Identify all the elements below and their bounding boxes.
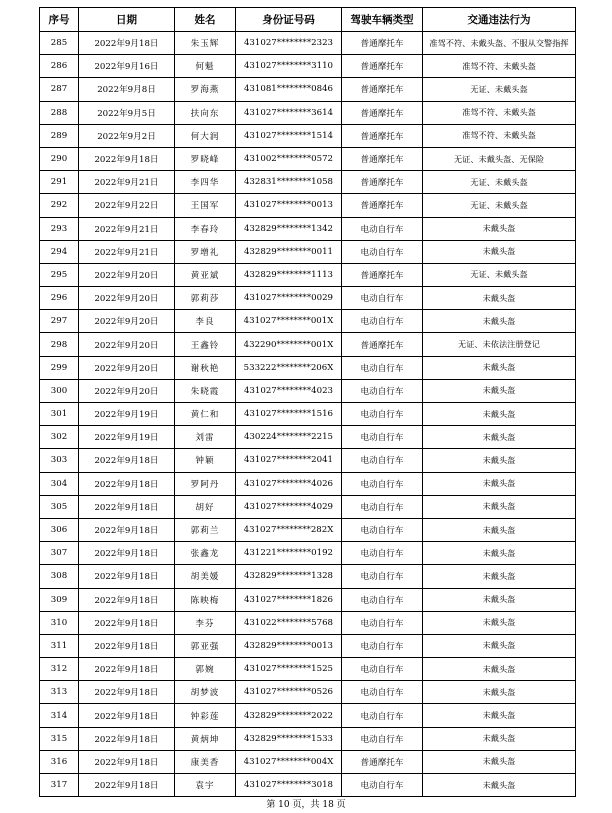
table-row [40, 774, 576, 797]
cell-index: 289 [40, 124, 79, 147]
cell-index: 298 [40, 333, 79, 356]
table-row [40, 403, 576, 426]
cell-name: 郭莉莎 [175, 287, 236, 310]
cell-index: 313 [40, 681, 79, 704]
cell-violation: 未戴头盔 [423, 704, 576, 727]
cell-name: 朱玉辉 [175, 32, 236, 55]
cell-id-number: 431027********001X [236, 310, 342, 333]
cell-violation: 准驾不符、未戴头盔 [423, 101, 576, 124]
cell-name: 李四华 [175, 171, 236, 194]
cell-date: 2022年9月18日 [79, 681, 175, 704]
cell-name: 罗晓峰 [175, 147, 236, 170]
cell-index: 317 [40, 774, 79, 797]
cell-id-number: 432829********2022 [236, 704, 342, 727]
cell-date: 2022年9月16日 [79, 55, 175, 78]
cell-index: 297 [40, 310, 79, 333]
table-row [40, 542, 576, 565]
cell-date: 2022年9月5日 [79, 101, 175, 124]
cell-index: 303 [40, 449, 79, 472]
cell-date: 2022年9月20日 [79, 287, 175, 310]
table-row [40, 518, 576, 541]
cell-name: 罗海燕 [175, 78, 236, 101]
cell-name: 张鑫龙 [175, 542, 236, 565]
cell-name: 钟颖 [175, 449, 236, 472]
cell-index: 304 [40, 472, 79, 495]
cell-id-number: 431027********4026 [236, 472, 342, 495]
cell-violation: 未戴头盔 [423, 542, 576, 565]
cell-date: 2022年9月18日 [79, 565, 175, 588]
cell-date: 2022年9月18日 [79, 472, 175, 495]
cell-id-number: 431027********1514 [236, 124, 342, 147]
cell-name: 袁宇 [175, 774, 236, 797]
cell-index: 315 [40, 727, 79, 750]
cell-id-number: 432829********0011 [236, 240, 342, 263]
cell-violation: 未戴头盔 [423, 634, 576, 657]
column-header-date: 日期 [79, 8, 175, 32]
violations-table [39, 7, 576, 797]
cell-index: 291 [40, 171, 79, 194]
cell-vehicle-type: 普通摩托车 [342, 101, 423, 124]
cell-vehicle-type: 普通摩托车 [342, 124, 423, 147]
cell-date: 2022年9月18日 [79, 750, 175, 773]
column-header-violation: 交通违法行为 [423, 8, 576, 32]
cell-violation: 未戴头盔 [423, 681, 576, 704]
cell-index: 299 [40, 356, 79, 379]
cell-index: 296 [40, 287, 79, 310]
cell-date: 2022年9月20日 [79, 356, 175, 379]
cell-vehicle-type: 电动自行车 [342, 310, 423, 333]
cell-date: 2022年9月18日 [79, 449, 175, 472]
cell-id-number: 432829********1113 [236, 263, 342, 286]
cell-id-number: 431027********3018 [236, 774, 342, 797]
cell-vehicle-type: 电动自行车 [342, 634, 423, 657]
cell-date: 2022年9月21日 [79, 217, 175, 240]
cell-date: 2022年9月18日 [79, 495, 175, 518]
cell-id-number: 431027********1525 [236, 658, 342, 681]
table-row [40, 194, 576, 217]
cell-date: 2022年9月20日 [79, 333, 175, 356]
cell-violation: 无证、未依法注册登记 [423, 333, 576, 356]
table-row [40, 101, 576, 124]
cell-violation: 无证、未戴头盔、无保险 [423, 147, 576, 170]
cell-date: 2022年9月18日 [79, 658, 175, 681]
column-header-id-number: 身份证号码 [236, 8, 342, 32]
cell-index: 305 [40, 495, 79, 518]
table-row [40, 171, 576, 194]
cell-violation: 未戴头盔 [423, 565, 576, 588]
cell-id-number: 432829********0013 [236, 634, 342, 657]
cell-date: 2022年9月18日 [79, 147, 175, 170]
table-row [40, 32, 576, 55]
cell-id-number: 431022********5768 [236, 611, 342, 634]
cell-date: 2022年9月18日 [79, 611, 175, 634]
cell-date: 2022年9月2日 [79, 124, 175, 147]
column-header-name: 姓名 [175, 8, 236, 32]
cell-date: 2022年9月21日 [79, 171, 175, 194]
cell-vehicle-type: 电动自行车 [342, 727, 423, 750]
cell-name: 胡好 [175, 495, 236, 518]
cell-id-number: 431027********1826 [236, 588, 342, 611]
cell-vehicle-type: 电动自行车 [342, 379, 423, 402]
cell-name: 胡梦波 [175, 681, 236, 704]
cell-vehicle-type: 普通摩托车 [342, 194, 423, 217]
table-row [40, 379, 576, 402]
cell-vehicle-type: 电动自行车 [342, 588, 423, 611]
cell-id-number: 431027********3614 [236, 101, 342, 124]
cell-violation: 未戴头盔 [423, 240, 576, 263]
table-row [40, 565, 576, 588]
cell-index: 309 [40, 588, 79, 611]
cell-name: 罗增礼 [175, 240, 236, 263]
cell-id-number: 432831********1058 [236, 171, 342, 194]
cell-violation: 未戴头盔 [423, 588, 576, 611]
cell-index: 285 [40, 32, 79, 55]
cell-vehicle-type: 电动自行车 [342, 495, 423, 518]
cell-date: 2022年9月20日 [79, 379, 175, 402]
cell-name: 郭婉 [175, 658, 236, 681]
cell-violation: 准驾不符、未戴头盔 [423, 124, 576, 147]
cell-name: 何大润 [175, 124, 236, 147]
cell-id-number: 431027********2323 [236, 32, 342, 55]
table-row [40, 287, 576, 310]
table-row [40, 333, 576, 356]
cell-vehicle-type: 电动自行车 [342, 542, 423, 565]
cell-date: 2022年9月18日 [79, 727, 175, 750]
cell-index: 308 [40, 565, 79, 588]
cell-vehicle-type: 电动自行车 [342, 774, 423, 797]
table-row [40, 495, 576, 518]
cell-date: 2022年9月18日 [79, 588, 175, 611]
cell-date: 2022年9月18日 [79, 32, 175, 55]
cell-index: 316 [40, 750, 79, 773]
cell-index: 314 [40, 704, 79, 727]
table-row [40, 240, 576, 263]
cell-id-number: 431027********3110 [236, 55, 342, 78]
cell-index: 302 [40, 426, 79, 449]
table-row [40, 750, 576, 773]
cell-vehicle-type: 电动自行车 [342, 565, 423, 588]
cell-date: 2022年9月18日 [79, 774, 175, 797]
cell-index: 295 [40, 263, 79, 286]
cell-violation: 无证、未戴头盔 [423, 78, 576, 101]
cell-name: 朱晓霞 [175, 379, 236, 402]
cell-vehicle-type: 普通摩托车 [342, 263, 423, 286]
table-row [40, 426, 576, 449]
cell-id-number: 431027********0029 [236, 287, 342, 310]
cell-name: 黄仁和 [175, 403, 236, 426]
column-header-vehicle-type: 驾驶车辆类型 [342, 8, 423, 32]
cell-name: 李芬 [175, 611, 236, 634]
cell-id-number: 431221********0192 [236, 542, 342, 565]
table-row [40, 55, 576, 78]
cell-name: 胡美媛 [175, 565, 236, 588]
cell-vehicle-type: 电动自行车 [342, 240, 423, 263]
cell-id-number: 432290********001X [236, 333, 342, 356]
cell-id-number: 430224********2215 [236, 426, 342, 449]
cell-vehicle-type: 普通摩托车 [342, 32, 423, 55]
cell-name: 王鑫铃 [175, 333, 236, 356]
cell-violation: 未戴头盔 [423, 472, 576, 495]
cell-violation: 未戴头盔 [423, 287, 576, 310]
cell-date: 2022年9月18日 [79, 542, 175, 565]
cell-violation: 未戴头盔 [423, 611, 576, 634]
cell-name: 何魁 [175, 55, 236, 78]
cell-vehicle-type: 电动自行车 [342, 681, 423, 704]
cell-id-number: 431027********0013 [236, 194, 342, 217]
cell-id-number: 432829********1533 [236, 727, 342, 750]
cell-name: 郭莉兰 [175, 518, 236, 541]
cell-name: 李良 [175, 310, 236, 333]
cell-violation: 未戴头盔 [423, 518, 576, 541]
cell-id-number: 431027********0526 [236, 681, 342, 704]
cell-violation: 未戴头盔 [423, 658, 576, 681]
cell-date: 2022年9月18日 [79, 704, 175, 727]
cell-violation: 未戴头盔 [423, 379, 576, 402]
table-row [40, 727, 576, 750]
table-body [40, 32, 576, 797]
cell-vehicle-type: 普通摩托车 [342, 55, 423, 78]
cell-index: 306 [40, 518, 79, 541]
cell-violation: 准驾不符、未戴头盔 [423, 55, 576, 78]
page-number: 第 10 页，共 18 页 [266, 800, 346, 810]
cell-vehicle-type: 电动自行车 [342, 449, 423, 472]
cell-name: 郭亚强 [175, 634, 236, 657]
cell-violation: 未戴头盔 [423, 356, 576, 379]
table-row [40, 356, 576, 379]
cell-name: 陈映梅 [175, 588, 236, 611]
cell-index: 294 [40, 240, 79, 263]
cell-index: 301 [40, 403, 79, 426]
cell-date: 2022年9月21日 [79, 240, 175, 263]
cell-index: 287 [40, 78, 79, 101]
cell-index: 310 [40, 611, 79, 634]
cell-index: 292 [40, 194, 79, 217]
cell-index: 300 [40, 379, 79, 402]
table-header-row [40, 8, 576, 32]
cell-vehicle-type: 普通摩托车 [342, 750, 423, 773]
cell-index: 293 [40, 217, 79, 240]
cell-violation: 未戴头盔 [423, 449, 576, 472]
cell-name: 钟彩莲 [175, 704, 236, 727]
cell-vehicle-type: 普通摩托车 [342, 333, 423, 356]
cell-vehicle-type: 普通摩托车 [342, 147, 423, 170]
cell-violation: 准驾不符、未戴头盔、不服从交警指挥 [423, 32, 576, 55]
table-row [40, 310, 576, 333]
cell-index: 290 [40, 147, 79, 170]
cell-id-number: 431027********2041 [236, 449, 342, 472]
cell-index: 311 [40, 634, 79, 657]
cell-vehicle-type: 电动自行车 [342, 611, 423, 634]
cell-vehicle-type: 电动自行车 [342, 472, 423, 495]
cell-violation: 未戴头盔 [423, 217, 576, 240]
table-row [40, 78, 576, 101]
table-row [40, 147, 576, 170]
cell-id-number: 431027********4029 [236, 495, 342, 518]
table-row [40, 634, 576, 657]
cell-name: 黄炳坤 [175, 727, 236, 750]
cell-index: 286 [40, 55, 79, 78]
cell-violation: 无证、未戴头盔 [423, 171, 576, 194]
cell-violation: 未戴头盔 [423, 750, 576, 773]
cell-id-number: 431002********0572 [236, 147, 342, 170]
table-row [40, 588, 576, 611]
table-row [40, 472, 576, 495]
cell-date: 2022年9月18日 [79, 518, 175, 541]
cell-id-number: 431027********1516 [236, 403, 342, 426]
cell-index: 307 [40, 542, 79, 565]
cell-name: 李春玲 [175, 217, 236, 240]
cell-vehicle-type: 电动自行车 [342, 403, 423, 426]
cell-id-number: 533222********206X [236, 356, 342, 379]
cell-name: 谢秋艳 [175, 356, 236, 379]
cell-violation: 无证、未戴头盔 [423, 194, 576, 217]
cell-violation: 未戴头盔 [423, 426, 576, 449]
cell-index: 312 [40, 658, 79, 681]
table-row [40, 704, 576, 727]
cell-id-number: 432829********1328 [236, 565, 342, 588]
cell-date: 2022年9月18日 [79, 634, 175, 657]
cell-vehicle-type: 普通摩托车 [342, 171, 423, 194]
cell-date: 2022年9月8日 [79, 78, 175, 101]
cell-name: 刘雷 [175, 426, 236, 449]
cell-id-number: 432829********1342 [236, 217, 342, 240]
cell-name: 黄亚斌 [175, 263, 236, 286]
cell-date: 2022年9月19日 [79, 426, 175, 449]
cell-vehicle-type: 电动自行车 [342, 287, 423, 310]
table-row [40, 217, 576, 240]
table-row [40, 658, 576, 681]
table-row [40, 263, 576, 286]
table-row [40, 681, 576, 704]
cell-vehicle-type: 电动自行车 [342, 704, 423, 727]
cell-id-number: 431027********4023 [236, 379, 342, 402]
cell-violation: 无证、未戴头盔 [423, 263, 576, 286]
table-row [40, 124, 576, 147]
cell-vehicle-type: 电动自行车 [342, 356, 423, 379]
cell-id-number: 431027********282X [236, 518, 342, 541]
cell-vehicle-type: 电动自行车 [342, 217, 423, 240]
cell-violation: 未戴头盔 [423, 310, 576, 333]
cell-date: 2022年9月19日 [79, 403, 175, 426]
cell-name: 扶向东 [175, 101, 236, 124]
cell-date: 2022年9月22日 [79, 194, 175, 217]
cell-vehicle-type: 电动自行车 [342, 426, 423, 449]
cell-date: 2022年9月20日 [79, 263, 175, 286]
cell-vehicle-type: 普通摩托车 [342, 78, 423, 101]
cell-violation: 未戴头盔 [423, 403, 576, 426]
cell-id-number: 431081********0846 [236, 78, 342, 101]
table-row [40, 449, 576, 472]
cell-vehicle-type: 电动自行车 [342, 658, 423, 681]
cell-date: 2022年9月20日 [79, 310, 175, 333]
cell-name: 康美香 [175, 750, 236, 773]
cell-vehicle-type: 电动自行车 [342, 518, 423, 541]
cell-violation: 未戴头盔 [423, 495, 576, 518]
cell-name: 罗阿丹 [175, 472, 236, 495]
table-row [40, 611, 576, 634]
cell-violation: 未戴头盔 [423, 774, 576, 797]
cell-name: 王国军 [175, 194, 236, 217]
cell-id-number: 431027********004X [236, 750, 342, 773]
cell-violation: 未戴头盔 [423, 727, 576, 750]
column-header-index: 序号 [40, 8, 79, 32]
cell-index: 288 [40, 101, 79, 124]
